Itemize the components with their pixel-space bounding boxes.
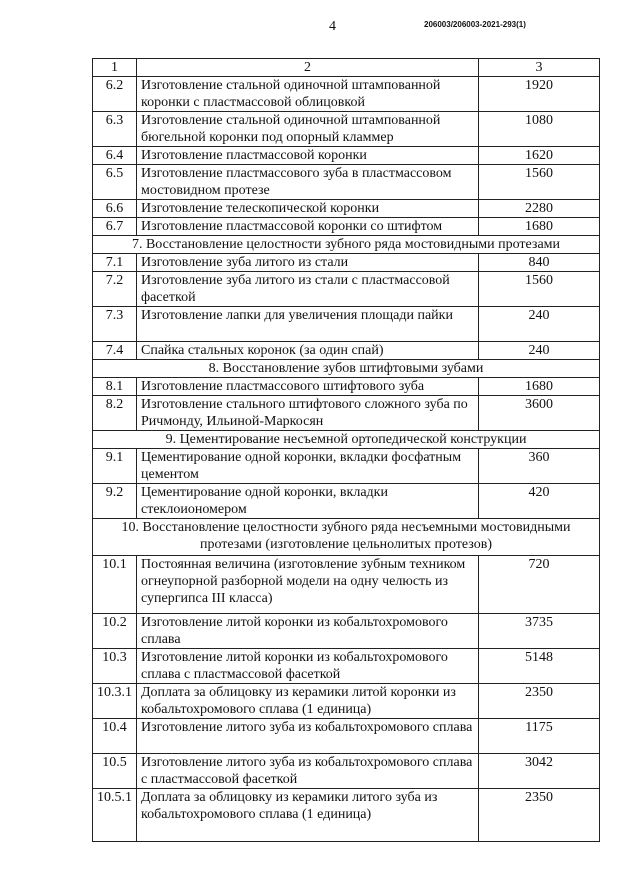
- table-row: [93, 396, 600, 431]
- service-description: Доплата за облицовку из керамики литого зуба из кобальтохромового сплава (1 единица): [137, 789, 479, 842]
- service-price: 240: [479, 307, 600, 342]
- item-number: 8.1: [93, 378, 137, 396]
- service-price: 5148: [479, 649, 600, 684]
- service-price: 2350: [479, 789, 600, 842]
- section-heading: 8. Восстановление зубов штифтовыми зубами: [93, 360, 600, 378]
- table-row: [93, 684, 600, 719]
- service-price: 840: [479, 254, 600, 272]
- table-row: [93, 200, 600, 218]
- item-number: 6.3: [93, 112, 137, 147]
- item-number: 9.1: [93, 449, 137, 484]
- item-number: 6.2: [93, 77, 137, 112]
- table-row: [93, 112, 600, 147]
- item-number: 6.7: [93, 218, 137, 236]
- item-number: 9.2: [93, 484, 137, 519]
- table-row: [93, 484, 600, 519]
- service-price: 3735: [479, 614, 600, 649]
- table-row: [93, 449, 600, 484]
- service-description: Изготовление литой коронки из кобальтохромового сплава: [137, 614, 479, 649]
- table-row: [93, 614, 600, 649]
- section-heading-row: [93, 519, 600, 556]
- service-price: 2280: [479, 200, 600, 218]
- service-price: 2350: [479, 684, 600, 719]
- price-table: [92, 58, 600, 842]
- item-number: 10.5.1: [93, 789, 137, 842]
- table-row: [93, 254, 600, 272]
- service-price: 1920: [479, 77, 600, 112]
- item-number: 7.2: [93, 272, 137, 307]
- table-row: [93, 556, 600, 614]
- table-row: [93, 272, 600, 307]
- service-price: 720: [479, 556, 600, 614]
- service-description: Изготовление зуба литого из стали: [137, 254, 479, 272]
- header-cell-price: 3: [479, 59, 600, 77]
- service-description: Изготовление стальной одиночной штампованной бюгельной коронки под опорный кламмер: [137, 112, 479, 147]
- service-price: 1680: [479, 378, 600, 396]
- service-price: 1560: [479, 272, 600, 307]
- table-row: [93, 754, 600, 789]
- service-description: Цементирование одной коронки, вкладки фосфатным цементом: [137, 449, 479, 484]
- item-number: 6.4: [93, 147, 137, 165]
- service-price: 1620: [479, 147, 600, 165]
- section-heading-row: [93, 360, 600, 378]
- service-description: Изготовление лапки для увеличения площади пайки: [137, 307, 479, 342]
- section-heading-row: [93, 431, 600, 449]
- service-description: Изготовление пластмассового зуба в пластмассовом мостовидном протезе: [137, 165, 479, 200]
- service-price: 3600: [479, 396, 600, 431]
- item-number: 7.4: [93, 342, 137, 360]
- item-number: 6.6: [93, 200, 137, 218]
- service-description: Цементирование одной коронки, вкладки стеклоиономером: [137, 484, 479, 519]
- service-description: Изготовление зуба литого из стали с пластмассовой фасеткой: [137, 272, 479, 307]
- page-number: 4: [329, 19, 336, 34]
- item-number: 10.1: [93, 556, 137, 614]
- header-cell-number: 1: [93, 59, 137, 77]
- service-description: Изготовление литой коронки из кобальтохромового сплава с пластмассовой фасеткой: [137, 649, 479, 684]
- table-row: [93, 719, 600, 754]
- table-row: [93, 789, 600, 842]
- document-code: 206003/206003-2021-293(1): [424, 20, 526, 29]
- item-number: 10.3: [93, 649, 137, 684]
- service-price: 1560: [479, 165, 600, 200]
- table-row: [93, 218, 600, 236]
- service-description: Изготовление литого зуба из кобальтохромового сплава с пластмассовой фасеткой: [137, 754, 479, 789]
- table-row: [93, 649, 600, 684]
- table-row: [93, 165, 600, 200]
- service-price: 240: [479, 342, 600, 360]
- service-description: Спайка стальных коронок (за один спай): [137, 342, 479, 360]
- section-heading: 7. Восстановление целостности зубного ряда мостовидными протезами: [93, 236, 600, 254]
- service-description: Изготовление пластмассового штифтового зуба: [137, 378, 479, 396]
- item-number: 7.1: [93, 254, 137, 272]
- item-number: 6.5: [93, 165, 137, 200]
- section-heading: 9. Цементирование несъемной ортопедической конструкции: [93, 431, 600, 449]
- service-description: Изготовление стальной одиночной штампованной коронки с пластмассовой облицовкой: [137, 77, 479, 112]
- service-price: 1175: [479, 719, 600, 754]
- service-price: 360: [479, 449, 600, 484]
- service-description: Постоянная величина (изготовление зубным техником огнеупорной разборной модели на одну челюсть из супергипса III класса): [137, 556, 479, 614]
- service-price: 3042: [479, 754, 600, 789]
- table-row: [93, 147, 600, 165]
- table-header-row: [93, 59, 600, 77]
- service-price: 1080: [479, 112, 600, 147]
- table-row: [93, 342, 600, 360]
- section-heading-row: [93, 236, 600, 254]
- item-number: 7.3: [93, 307, 137, 342]
- service-price: 420: [479, 484, 600, 519]
- service-description: Изготовление пластмассовой коронки: [137, 147, 479, 165]
- table-row: [93, 77, 600, 112]
- table-row: [93, 307, 600, 342]
- service-description: Изготовление пластмассовой коронки со штифтом: [137, 218, 479, 236]
- item-number: 10.4: [93, 719, 137, 754]
- service-description: Изготовление стального штифтового сложного зуба по Ричмонду, Ильиной-Маркосян: [137, 396, 479, 431]
- section-heading: 10. Восстановление целостности зубного ряда несъемными мостовидными протезами (изготовление цельнолитых протезов): [93, 519, 600, 556]
- service-description: Изготовление литого зуба из кобальтохромового сплава: [137, 719, 479, 754]
- item-number: 10.2: [93, 614, 137, 649]
- item-number: 10.5: [93, 754, 137, 789]
- service-description: Изготовление телескопической коронки: [137, 200, 479, 218]
- header-cell-service: 2: [137, 59, 479, 77]
- service-price: 1680: [479, 218, 600, 236]
- service-description: Доплата за облицовку из керамики литой коронки из кобальтохромового сплава (1 единица): [137, 684, 479, 719]
- item-number: 10.3.1: [93, 684, 137, 719]
- table-row: [93, 378, 600, 396]
- item-number: 8.2: [93, 396, 137, 431]
